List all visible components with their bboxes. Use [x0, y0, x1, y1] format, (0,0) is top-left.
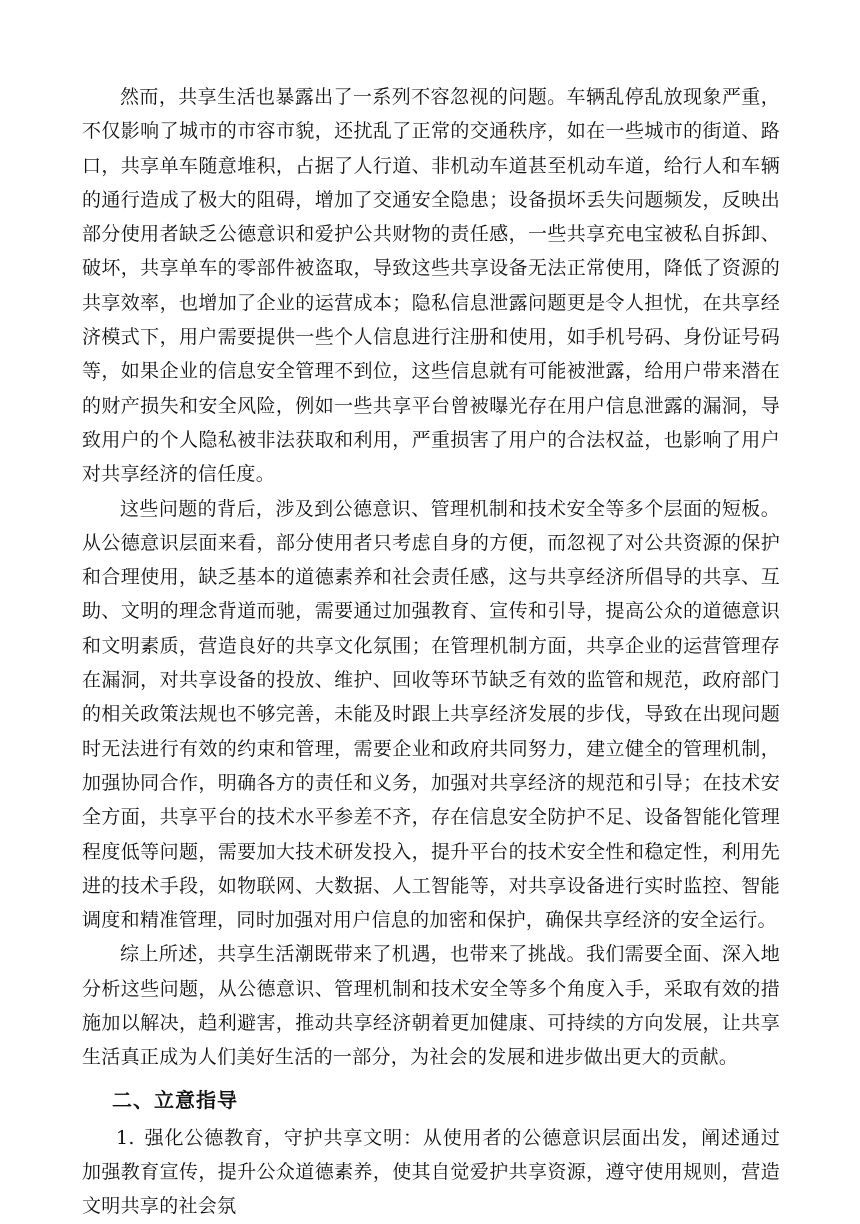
list-item-number: 1.	[116, 1126, 135, 1149]
document-body	[82, 80, 780, 1224]
list-item-text: 强化公德教育，守护共享文明：从使用者的公德意识层面出发，阐述通过加强教育宣传，提升公众道德素养，使其自觉爱护共享资源，遵守使用规则，营造文明共享的社会氛	[82, 1126, 780, 1218]
section-heading: 二、立意指导	[112, 1087, 238, 1112]
paragraph-summary: 综上所述，共享生活潮既带来了机遇，也带来了挑战。我们需要全面、深入地分析这些问题，从公德意识、管理机制和技术安全等多个角度入手，采取有效的措施加以解决，趋利避害，推动共享经济朝着更加健康、可持续的方向发展，让共享生活真正成为人们美好生活的一部分，为社会的发展和进步做出更大的贡献。	[82, 943, 780, 1069]
list-item	[82, 1121, 780, 1224]
paragraph-causes: 这些问题的背后，涉及到公德意识、管理机制和技术安全等多个层面的短板。从公德意识层面来看，部分使用者只考虑自身的方便，而忽视了对公共资源的保护和合理使用，缺乏基本的道德素养和社会责任感，这与共享经济所倡导的共享、互助、文明的理念背道而驰，需要通过加强教育、宣传和引导，提高公众的道德意识和文明素质，营造良好的共享文化氛围；在管理机制方面，共享企业的运营管理存在漏洞，对共享设备的投放、维护、回收等环节缺乏有效的监管和规范，政府部门的相关政策法规也不够完善，未能及时跟上共享经济发展的步伐，导致在出现问题时无法进行有效的约束和管理，需要企业和政府共同努力，建立健全的管理机制，加强协同合作，明确各方的责任和义务，加强对共享经济的规范和引导；在技术安全方面，共享平台的技术水平参差不齐，存在信息安全防护不足、设备智能化管理程度低等问题，需要加大技术研发投入，提升平台的技术安全性和稳定性，利用先进的技术手段，如物联网、大数据、人工智能等，对共享设备进行实时监控、智能调度和精准管理，同时加强对用户信息的加密和保护，确保共享经济的安全运行。	[82, 497, 780, 932]
paragraph-problems: 然而，共享生活也暴露出了一系列不容忽视的问题。车辆乱停乱放现象严重，不仅影响了城市的市容市貌，还扰乱了正常的交通秩序，如在一些城市的街道、路口，共享单车随意堆积，占据了人行道、非机动车道甚至机动车道，给行人和车辆的通行造成了极大的阻碍，增加了交通安全隐患；设备损坏丢失问题频发，反映出部分使用者缺乏公德意识和爱护公共财物的责任感，一些共享充电宝被私自拆卸、破坏，共享单车的零部件被盗取，导致这些共享设备无法正常使用，降低了资源的共享效率，也增加了企业的运营成本；隐私信息泄露问题更是令人担忧，在共享经济模式下，用户需要提供一些个人信息进行注册和使用，如手机号码、身份证号码等，如果企业的信息安全管理不到位，这些信息就有可能被泄露，给用户带来潜在的财产损失和安全风险，例如一些共享平台曾被曝光存在用户信息泄露的漏洞，导致用户的个人隐私被非法获取和利用，严重损害了用户的合法权益，也影响了用户对共享经济的信任度。	[82, 86, 780, 486]
